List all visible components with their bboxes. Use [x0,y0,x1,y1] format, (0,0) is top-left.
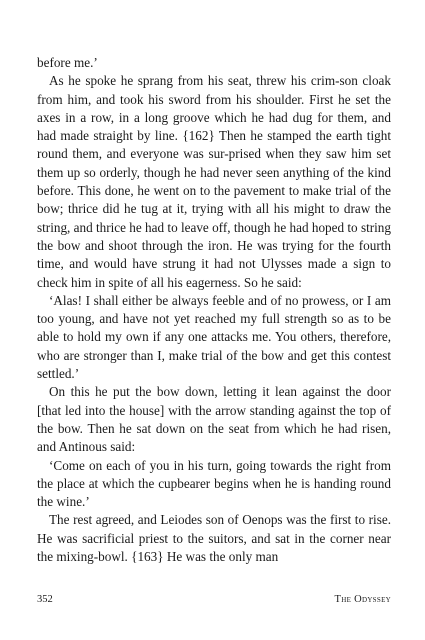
paragraph-4: On this he put the bow down, letting it lean against the door [that led into the house] with the arrow standing against the top of the bow. Then he sat down on the seat from which he had risen, and Antinous said: [37,384,391,455]
page-footer [37,594,391,610]
body-text [37,54,391,566]
paragraph-2: As he spoke he sprang from his seat, threw his crim-son cloak from him, and took his sword from his shoulder. First he set the axes in a row, in a long groove which he had dug for them, and had made straight by line. {162} Then he stamped the earth tight round them, and everyone was sur-prised when they saw him set them up so orderly, though he had never seen anything of the kind before. This done, he went on to the pavement to make trial of the bow; thrice did he tug at it, trying with all his might to draw the string, and thrice he had to leave off, though he had hoped to string the bow and shoot through the iron. He was trying for the fourth time, and would have strung it had not Ulysses made a sign to check him in spite of all his eagerness. So he said: [37,73,391,290]
page-number: 352 [37,594,53,605]
paragraph-5: ‘Come on each of you in his turn, going towards the right from the place at which the cupbearer begins when he is handing round the wine.’ [37,457,391,510]
paragraph-1: before me.’ [37,55,98,70]
paragraph-3: ‘Alas! I shall either be always feeble and of no prowess, or I am too young, and have not yet reached my full strength so as to be able to hold my own if any one attacks me. You others, therefore, who are stronger than I, make trial of the bow and get this contest settled.’ [37,292,391,382]
running-title: The Odyssey [334,594,391,605]
paragraph-6: The rest agreed, and Leiodes son of Oenops was the first to rise. He was sacrificial priest to the suitors, and sat in the corner near the mixing-bowl. {163} He was the only man [37,512,391,565]
